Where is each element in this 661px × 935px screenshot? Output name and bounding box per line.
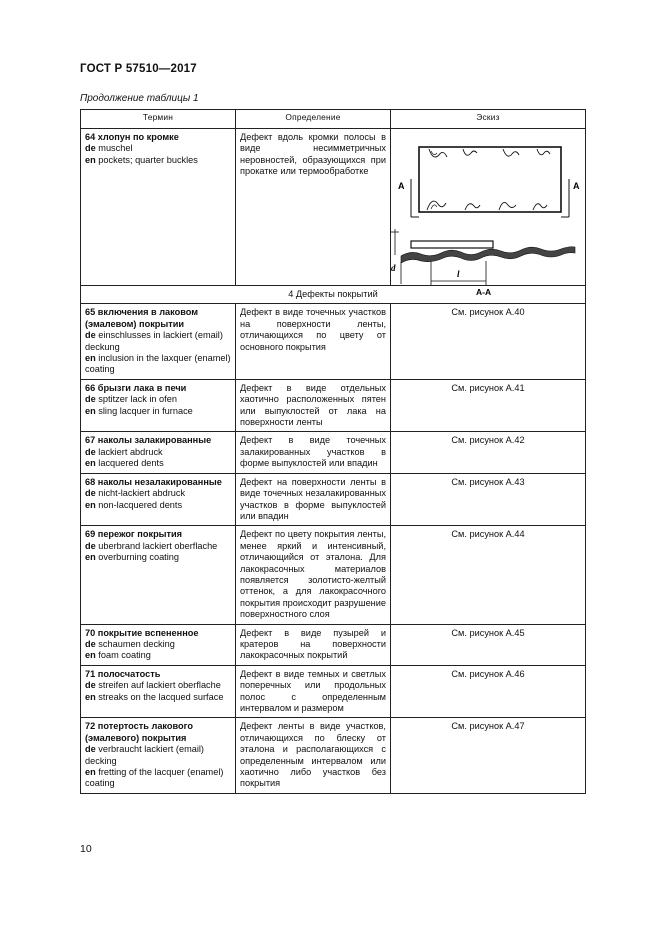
- term-cell: [81, 473, 236, 526]
- lang-label-en: en: [85, 767, 96, 778]
- lang-label-en: en: [85, 458, 96, 469]
- definition-cell: Дефект ленты в виде участков, отличающихся по блеску от эталона и располагающихся с определенным интервалом или хаотично либо участков без покрытия: [236, 718, 391, 793]
- table-row: [81, 624, 586, 665]
- terms-table: [80, 109, 586, 794]
- term-en: non-lacquered dents: [98, 499, 183, 510]
- definition-cell: Дефект в виде точечных залакированных участков в форме выпуклостей или впадин: [236, 432, 391, 473]
- document-header: ГОСТ Р 57510—2017: [80, 63, 197, 75]
- column-header-definition: Определение: [236, 110, 391, 129]
- term-title: 68 наколы незалакированные: [85, 476, 222, 487]
- sketch-drawing: [391, 129, 585, 299]
- lang-label-de: de: [85, 446, 96, 457]
- lang-label-de: de: [85, 744, 96, 755]
- term-de: muschel: [98, 143, 133, 154]
- lang-label-en: en: [85, 650, 96, 661]
- term-de: uberbrand lackiert oberflache: [98, 540, 218, 551]
- sketch-reference: См. рисунок А.46: [391, 665, 586, 718]
- term-cell: [81, 304, 236, 379]
- strip-top-view: [419, 147, 561, 212]
- term-cell: [81, 129, 236, 286]
- section-label-a-left: А: [398, 181, 405, 191]
- lang-label-en: en: [85, 353, 96, 364]
- dimension-label-l: l: [457, 269, 460, 279]
- sketch-reference: См. рисунок А.47: [391, 718, 586, 793]
- lang-label-de: de: [85, 330, 96, 341]
- pocket-mark: [533, 204, 547, 210]
- sketch-reference: См. рисунок А.40: [391, 304, 586, 379]
- lang-label-de: de: [85, 540, 96, 551]
- term-de: nicht-lackiert abdruck: [98, 488, 186, 499]
- table-row: [81, 304, 586, 379]
- lang-label-en: en: [85, 154, 96, 165]
- lang-label-en: en: [85, 552, 96, 563]
- pocket-mark: [431, 205, 437, 209]
- term-en: fretting of the lacquer (enamel) coating: [85, 767, 224, 789]
- term-en: streaks on the lacqued surface: [98, 691, 224, 702]
- lang-label-en: en: [85, 405, 96, 416]
- term-de: verbraucht lackiert (email) decking: [85, 744, 204, 766]
- definition-cell: Дефект в виде точечных участков на поверхности ленты, отличающихся по цвету от основного покрытия: [236, 304, 391, 379]
- table-row: [81, 473, 586, 526]
- pocket-mark: [465, 204, 480, 210]
- term-cell: [81, 624, 236, 665]
- definition-cell: Дефект вдоль кромки полосы в виде несимметричных неровностей, образующихся при прокатке или термообработке: [236, 129, 391, 286]
- lang-label-de: de: [85, 394, 96, 405]
- lang-label-de: de: [85, 488, 96, 499]
- term-cell: [81, 526, 236, 624]
- pocket-mark: [503, 149, 519, 156]
- term-de: streifen auf lackiert oberflache: [98, 680, 221, 691]
- term-de: einschlusses in lackiert (email) deckung: [85, 330, 223, 352]
- term-title: 66 брызги лака в печи: [85, 382, 187, 393]
- term-title: 69 пережог покрытия: [85, 529, 183, 540]
- section-header: 4 Дефекты покрытий: [81, 286, 586, 304]
- pocket-mark: [427, 201, 446, 210]
- edge-pocket-sketch: [391, 129, 585, 297]
- table-caption: Продолжение таблицы 1: [80, 93, 199, 104]
- section-caption: А-А: [476, 287, 492, 297]
- pocket-mark: [463, 149, 477, 155]
- column-header-term: Термин: [81, 110, 236, 129]
- term-de: schaumen decking: [98, 638, 175, 649]
- table-row: [81, 129, 586, 286]
- term-title: 65 включения в лаковом (эмалевом) покрытии: [85, 307, 199, 329]
- section-label-a-right: А: [573, 181, 580, 191]
- definition-cell: Дефект на поверхности ленты в виде точечных незалакированных участков в форме выпуклостей или впадин: [236, 473, 391, 526]
- sketch-reference: См. рисунок А.42: [391, 432, 586, 473]
- page-number: 10: [80, 843, 92, 855]
- dimension-label-d: d: [391, 263, 396, 273]
- term-title: 72 потертость лакового (эмалевого) покрытия: [85, 721, 193, 743]
- term-en: foam coating: [98, 650, 151, 661]
- term-de: sptitzer lack in ofen: [98, 394, 177, 405]
- lang-label-de: de: [85, 638, 96, 649]
- lang-label-en: en: [85, 691, 96, 702]
- pocket-mark: [431, 151, 437, 155]
- sketch-cell: [391, 129, 586, 297]
- sketch-reference: См. рисунок А.43: [391, 473, 586, 526]
- table-row: [81, 526, 586, 624]
- term-cell: [81, 379, 236, 432]
- term-de: lackiert abdruck: [98, 446, 163, 457]
- term-en: inclusion in the laxquer (enamel) coating: [85, 353, 231, 375]
- term-title: 64 хлопун по кромке: [85, 132, 179, 142]
- pocket-mark: [537, 149, 550, 155]
- term-cell: [81, 432, 236, 473]
- wavy-edge-profile: [401, 247, 575, 263]
- sketch-reference: См. рисунок А.41: [391, 379, 586, 432]
- table-row: [81, 718, 586, 793]
- term-cell: [81, 718, 236, 793]
- term-en: overburning coating: [98, 552, 179, 563]
- term-cell: [81, 665, 236, 718]
- definition-cell: Дефект в виде отдельных хаотично расположенных пятен или выпуклостей от лака на поверхности ленты: [236, 379, 391, 432]
- sketch-reference: См. рисунок А.44: [391, 526, 586, 624]
- pocket-mark: [429, 149, 447, 157]
- column-header-sketch: Эскиз: [391, 110, 586, 129]
- definition-cell: Дефект по цвету покрытия ленты, менее яркий и интенсивный, отличающийся от эталона. Для лакокрасочных материалов появляется золотисто-желтый оттенок, а для лакокрасочного покрытия происходит разрушение поверхностного слоя: [236, 526, 391, 624]
- term-en: lacquered dents: [98, 458, 164, 469]
- definition-cell: Дефект в виде пузырей и кратеров на поверхности лакокрасочных покрытий: [236, 624, 391, 665]
- strip-cross-section: [411, 241, 493, 248]
- table-row: [81, 665, 586, 718]
- table-row: [81, 432, 586, 473]
- definition-cell: Дефект в виде темных и светлых поперечных или продольных полос с определенным интервалом и размером: [236, 665, 391, 718]
- term-title: 67 наколы залакированные: [85, 435, 212, 446]
- sketch-reference: См. рисунок А.45: [391, 624, 586, 665]
- term-en: sling lacquer in furnace: [98, 405, 193, 416]
- table-row: [81, 379, 586, 432]
- pocket-mark: [499, 202, 516, 210]
- term-en: pockets; quarter buckles: [98, 154, 198, 165]
- lang-label-en: en: [85, 499, 96, 510]
- lang-label-de: de: [85, 143, 96, 154]
- term-title: 70 покрытие вспененное: [85, 627, 199, 638]
- lang-label-de: de: [85, 680, 96, 691]
- table-header-row: [81, 110, 586, 129]
- term-title: 71 полосчатость: [85, 668, 161, 679]
